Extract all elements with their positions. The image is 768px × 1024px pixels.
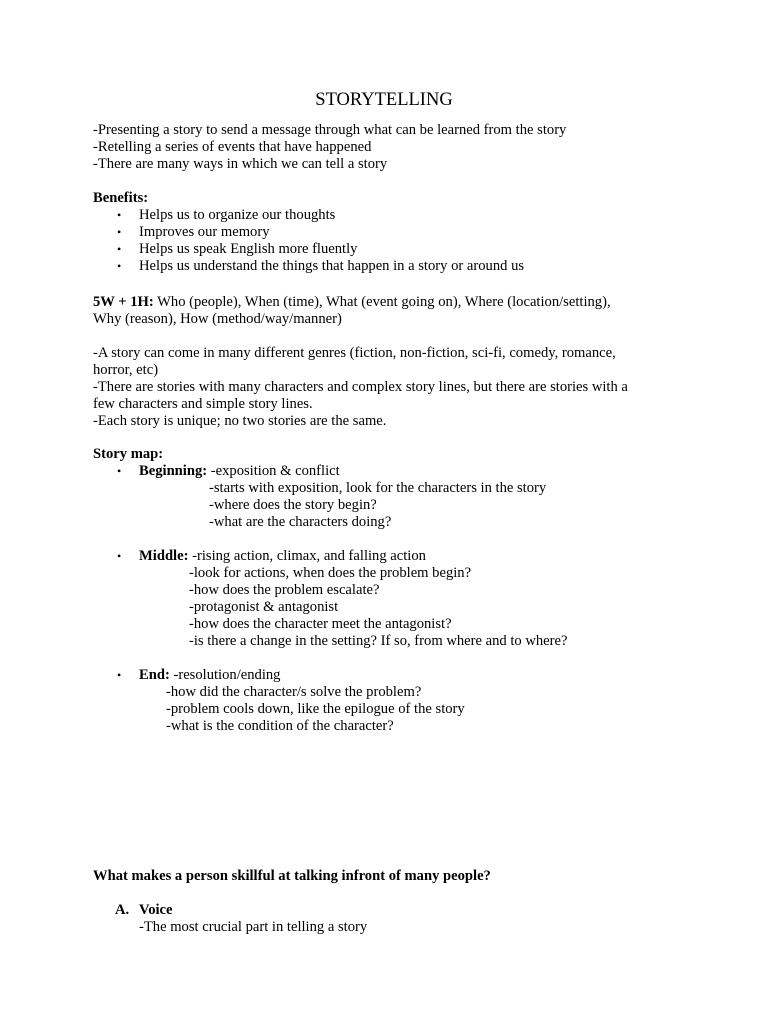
list-item: • Beginning: -exposition & conflict [117, 463, 340, 479]
voice-desc: -The most crucial part in telling a story [139, 919, 368, 935]
beginning-line: -what are the characters doing? [209, 514, 392, 530]
middle-line: -look for actions, when does the problem begin? [189, 565, 472, 581]
middle-line: -protagonist & antagonist [189, 599, 339, 615]
story-map-beginning [93, 463, 693, 480]
bullet-icon: • [117, 225, 122, 239]
list-item: A. Voice [115, 902, 173, 918]
voice-section [93, 902, 693, 936]
story-map-middle-section [93, 548, 693, 650]
bullet-icon: • [117, 668, 122, 682]
intro-line: -Presenting a story to send a message through what can be learned from the story [93, 122, 567, 138]
list-item: • Helps us to organize our thoughts [117, 207, 336, 223]
list-item: • Helps us understand the things that happen in a story or around us [117, 258, 525, 274]
bullet-icon: • [117, 549, 122, 563]
story-map-end-section [93, 667, 693, 735]
end-line: -problem cools down, like the epilogue of the story [166, 701, 465, 717]
list-item: • End: -resolution/ending [117, 667, 281, 683]
bullet-icon: • [117, 259, 122, 273]
list-item: • Helps us speak English more fluently [117, 241, 358, 257]
story-map-heading: Story map: [93, 446, 164, 462]
end-line: -how did the character/s solve the problem? [166, 684, 422, 700]
intro-line: -Retelling a series of events that have happened [93, 139, 372, 155]
list-item: • Middle: -rising action, climax, and falling action [117, 548, 426, 564]
w5h1-line: 5W + 1H: Who (people), When (time), What (event going on), Where (location/setting), [93, 294, 611, 310]
intro-line: -There are many ways in which we can tell a story [93, 156, 388, 172]
middle-line: -how does the problem escalate? [189, 582, 380, 598]
middle-line: -is there a change in the setting? If so, from where and to where? [189, 633, 568, 649]
genres-line: -Each story is unique; no two stories are the same. [93, 413, 387, 429]
middle-line: -how does the character meet the antagonist? [189, 616, 452, 632]
beginning-line: -starts with exposition, look for the characters in the story [209, 480, 547, 496]
bullet-icon: • [117, 242, 122, 256]
question-heading: What makes a person skillful at talking infront of many people? [93, 868, 491, 884]
story-map-middle [93, 548, 693, 565]
benefits-list [93, 207, 693, 275]
bullet-icon: • [117, 208, 122, 222]
w5h1-line: Why (reason), How (method/way/manner) [93, 311, 342, 327]
genres-section [93, 345, 693, 430]
list-marker: A. [115, 902, 130, 918]
list-item: • Improves our memory [117, 224, 270, 240]
genres-line: -A story can come in many different genres (fiction, non-fiction, sci-fi, comedy, romance, [93, 345, 616, 361]
w5h1-section [93, 294, 693, 328]
question-section [93, 868, 693, 885]
genres-line: -There are stories with many characters and complex story lines, but there are stories with a [93, 379, 628, 395]
genres-line: few characters and simple story lines. [93, 396, 313, 412]
story-map-section [93, 446, 693, 531]
genres-line: horror, etc) [93, 362, 159, 378]
bullet-icon: • [117, 464, 122, 478]
story-map-end [93, 667, 693, 684]
page-title: STORYTELLING [315, 90, 453, 110]
benefits-section [93, 190, 693, 275]
benefits-heading: Benefits: [93, 190, 149, 206]
end-line: -what is the condition of the character? [166, 718, 394, 734]
w5h1-label: 5W + 1H: [93, 294, 154, 310]
intro-section [93, 122, 693, 173]
beginning-line: -where does the story begin? [209, 497, 377, 513]
